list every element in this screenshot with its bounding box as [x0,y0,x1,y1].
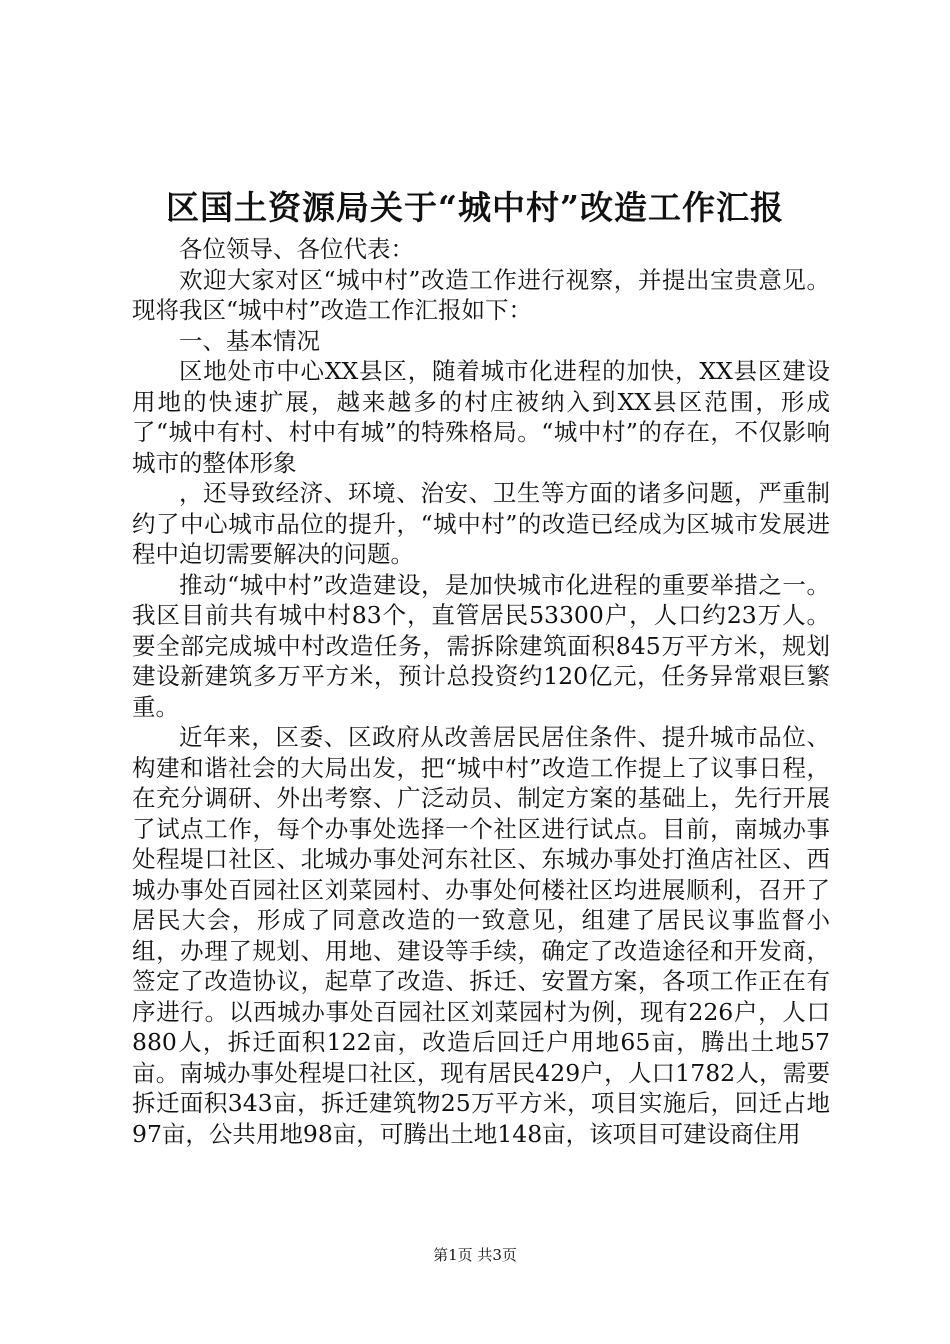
document-body [132,234,830,1149]
body-paragraph: 推动“城中村”改造建设，是加快城市化进程的重要举措之一。我区目前共有城中村83个，直管居民53300户，人口约23万人。要全部完成城中村改造任务，需拆除建筑面积845万平方米，规划建设新建筑多万平方米，预计总投资约120亿元，任务异常艰巨繁重。 [132,570,830,721]
page-title: 区国土资源局关于“城中村”改造工作汇报 [166,188,784,227]
salutation: 各位领导、各位代表： [179,235,414,263]
section-heading: 一、基本情况 [179,326,320,355]
page-footer: 第1页 共3页 [433,1246,517,1264]
body-paragraph: 区地处市中心XX县区，随着城市化进程的加快，XX县区建设用地的快速扩展，越来越多的村庄被纳入到XX县区范围，形成了“城中有村、村中有城”的特殊格局。“城中村”的存在，不仅影响城市的整体形象 [132,357,830,477]
body-paragraph-intro: 欢迎大家对区“城中村”改造工作进行视察，并提出宝贵意见。现将我区“城中村”改造工作汇报如下： [132,265,830,324]
body-paragraph: ，还导致经济、环境、治安、卫生等方面的诸多问题，严重制约了中心城市品位的提升，“城中村”的改造已经成为区城市发展进程中迫切需要解决的问题。 [132,479,830,568]
body-paragraph: 近年来，区委、区政府从改善居民居住条件、提升城市品位、构建和谐社会的大局出发，把“城中村”改造工作提上了议事日程，在充分调研、外出考察、广泛动员、制定方案的基础上，先行开展了试点工作，每个办事处选择一个社区进行试点。目前，南城办事处程堤口社区、北城办事处河东社区、东城办事处打渔店社区、西城办事处百园社区刘菜园村、办事处何楼社区均进展顺利，召开了居民大会，形成了同意改造的一致意见，组建了居民议事监督小组，办理了规划、用地、建设等手续，确定了改造途径和开发商，签定了改造协议，起草了改造、拆迁、安置方案，各项工作正在有序进行。以西城办事处百园社区刘菜园村为例，现有226户，人口880人，拆迁面积122亩，改造后回迁户用地65亩，腾出土地57亩。南城办事处程堤口社区，现有居民429户，人口1782人，需要拆迁面积343亩，拆迁建筑物25万平方米，项目实施后，回迁占地97亩，公共用地98亩，可腾出土地148亩，该项目可建设商住用 [132,723,830,1148]
